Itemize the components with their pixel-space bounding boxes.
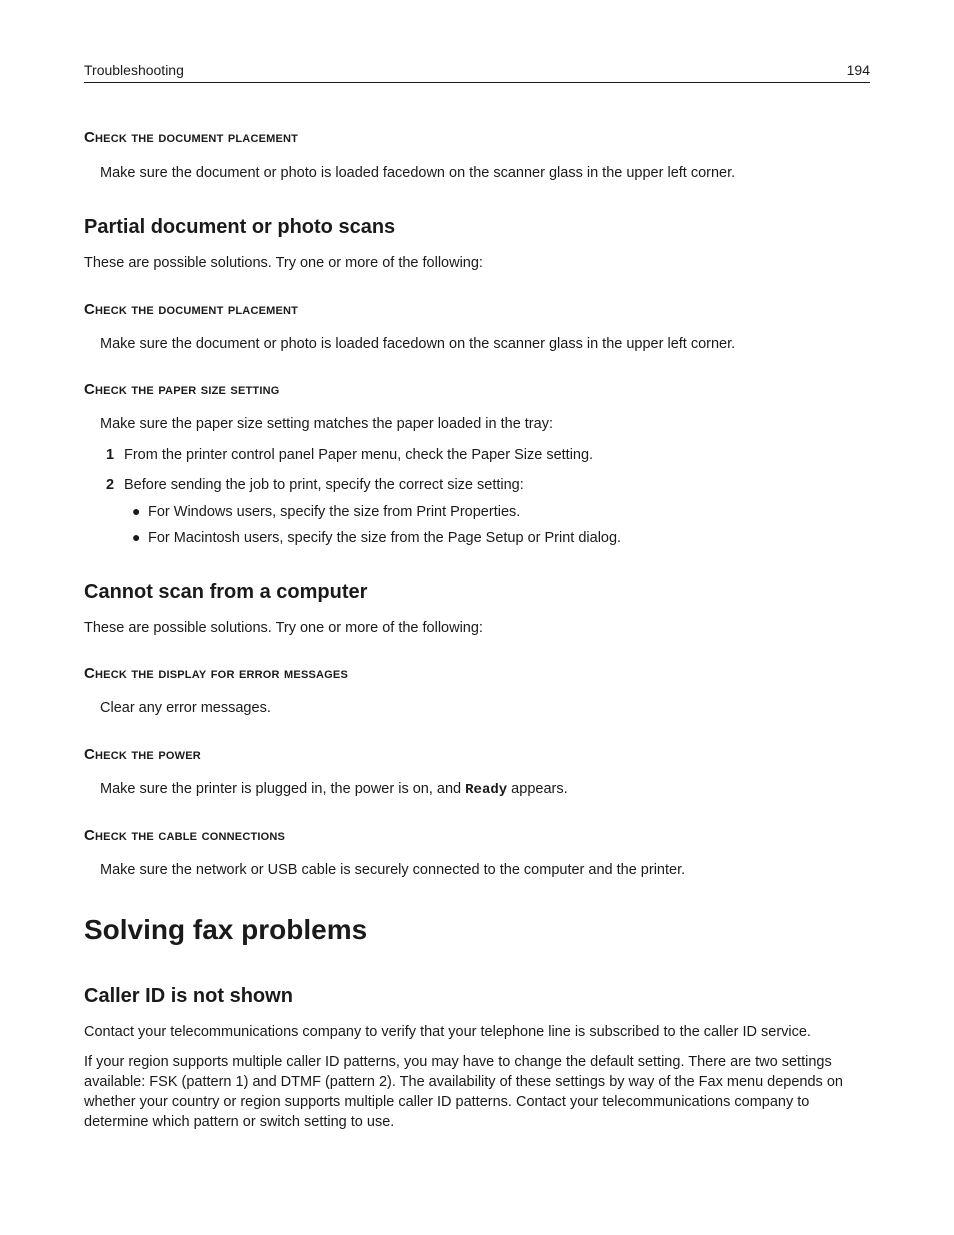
code-ready: Ready: [465, 782, 508, 798]
bullet-item: [132, 527, 621, 548]
bullet-icon: ●: [132, 529, 141, 545]
paragraph-text: Make sure the printer is plugged in, the power is on, and: [100, 781, 466, 797]
list-item-step-2: [106, 475, 524, 495]
paragraph-text: appears.: [507, 781, 568, 797]
section-heading-cannot-scan: Cannot scan from a computer: [84, 581, 368, 603]
page-number: 194: [846, 62, 870, 78]
step-number: 1: [106, 447, 115, 463]
subsection-title-cable-connections: Check the cable connections: [84, 827, 286, 844]
bullet-icon: ●: [132, 503, 141, 519]
subsection-title-document-placement: Check the document placement: [84, 301, 299, 318]
step-number: 2: [106, 477, 115, 493]
chapter-heading-fax-problems: Solving fax problems: [84, 914, 368, 945]
paragraph: If your region supports multiple caller ID patterns, you may have to change the default setting. There are two settings available: FSK (pattern 1) and DTMF (pattern 2). The availability of these settings by way of the Fax menu depends on whether your country or region supports multiple caller ID patterns. Contact your telecommunications company to determine which pattern or switch setting to use.: [84, 1054, 843, 1130]
step-text: From the printer control panel Paper menu, check the Paper Size setting.: [124, 447, 594, 463]
paragraph: Clear any error messages.: [100, 700, 271, 716]
bullet-text: For Macintosh users, specify the size from the Page Setup or Print dialog.: [148, 530, 622, 546]
paragraph: [100, 779, 568, 800]
bullet-item: [132, 501, 520, 522]
paragraph: Make sure the document or photo is loaded facedown on the scanner glass in the upper left corner.: [100, 336, 736, 352]
subsection-title-paper-size: Check the paper size setting: [84, 381, 280, 398]
subsection-title-error-messages: Check the display for error messages: [84, 665, 348, 682]
section-heading-caller-id: Caller ID is not shown: [84, 985, 293, 1007]
paragraph: Make sure the document or photo is loaded facedown on the scanner glass in the upper left corner.: [100, 165, 736, 181]
list-item-step-1: [106, 445, 593, 465]
subsection-title-document-placement: Check the document placement: [84, 129, 299, 146]
paragraph: These are possible solutions. Try one or more of the following:: [84, 620, 483, 636]
subsection-title-power: Check the power: [84, 746, 201, 763]
section-heading-partial-scans: Partial document or photo scans: [84, 216, 396, 238]
running-header: [84, 60, 870, 83]
paragraph: Contact your telecommunications company to verify that your telephone line is subscribed to the caller ID service.: [84, 1024, 811, 1040]
bullet-text: For Windows users, specify the size from Print Properties.: [148, 504, 521, 520]
paragraph: These are possible solutions. Try one or more of the following:: [84, 255, 483, 271]
paragraph: Make sure the network or USB cable is securely connected to the computer and the printer.: [100, 862, 686, 878]
step-text: Before sending the job to print, specify the correct size setting:: [124, 477, 524, 493]
header-section-title: Troubleshooting: [84, 62, 184, 78]
paragraph: Make sure the paper size setting matches the paper loaded in the tray:: [100, 416, 553, 432]
